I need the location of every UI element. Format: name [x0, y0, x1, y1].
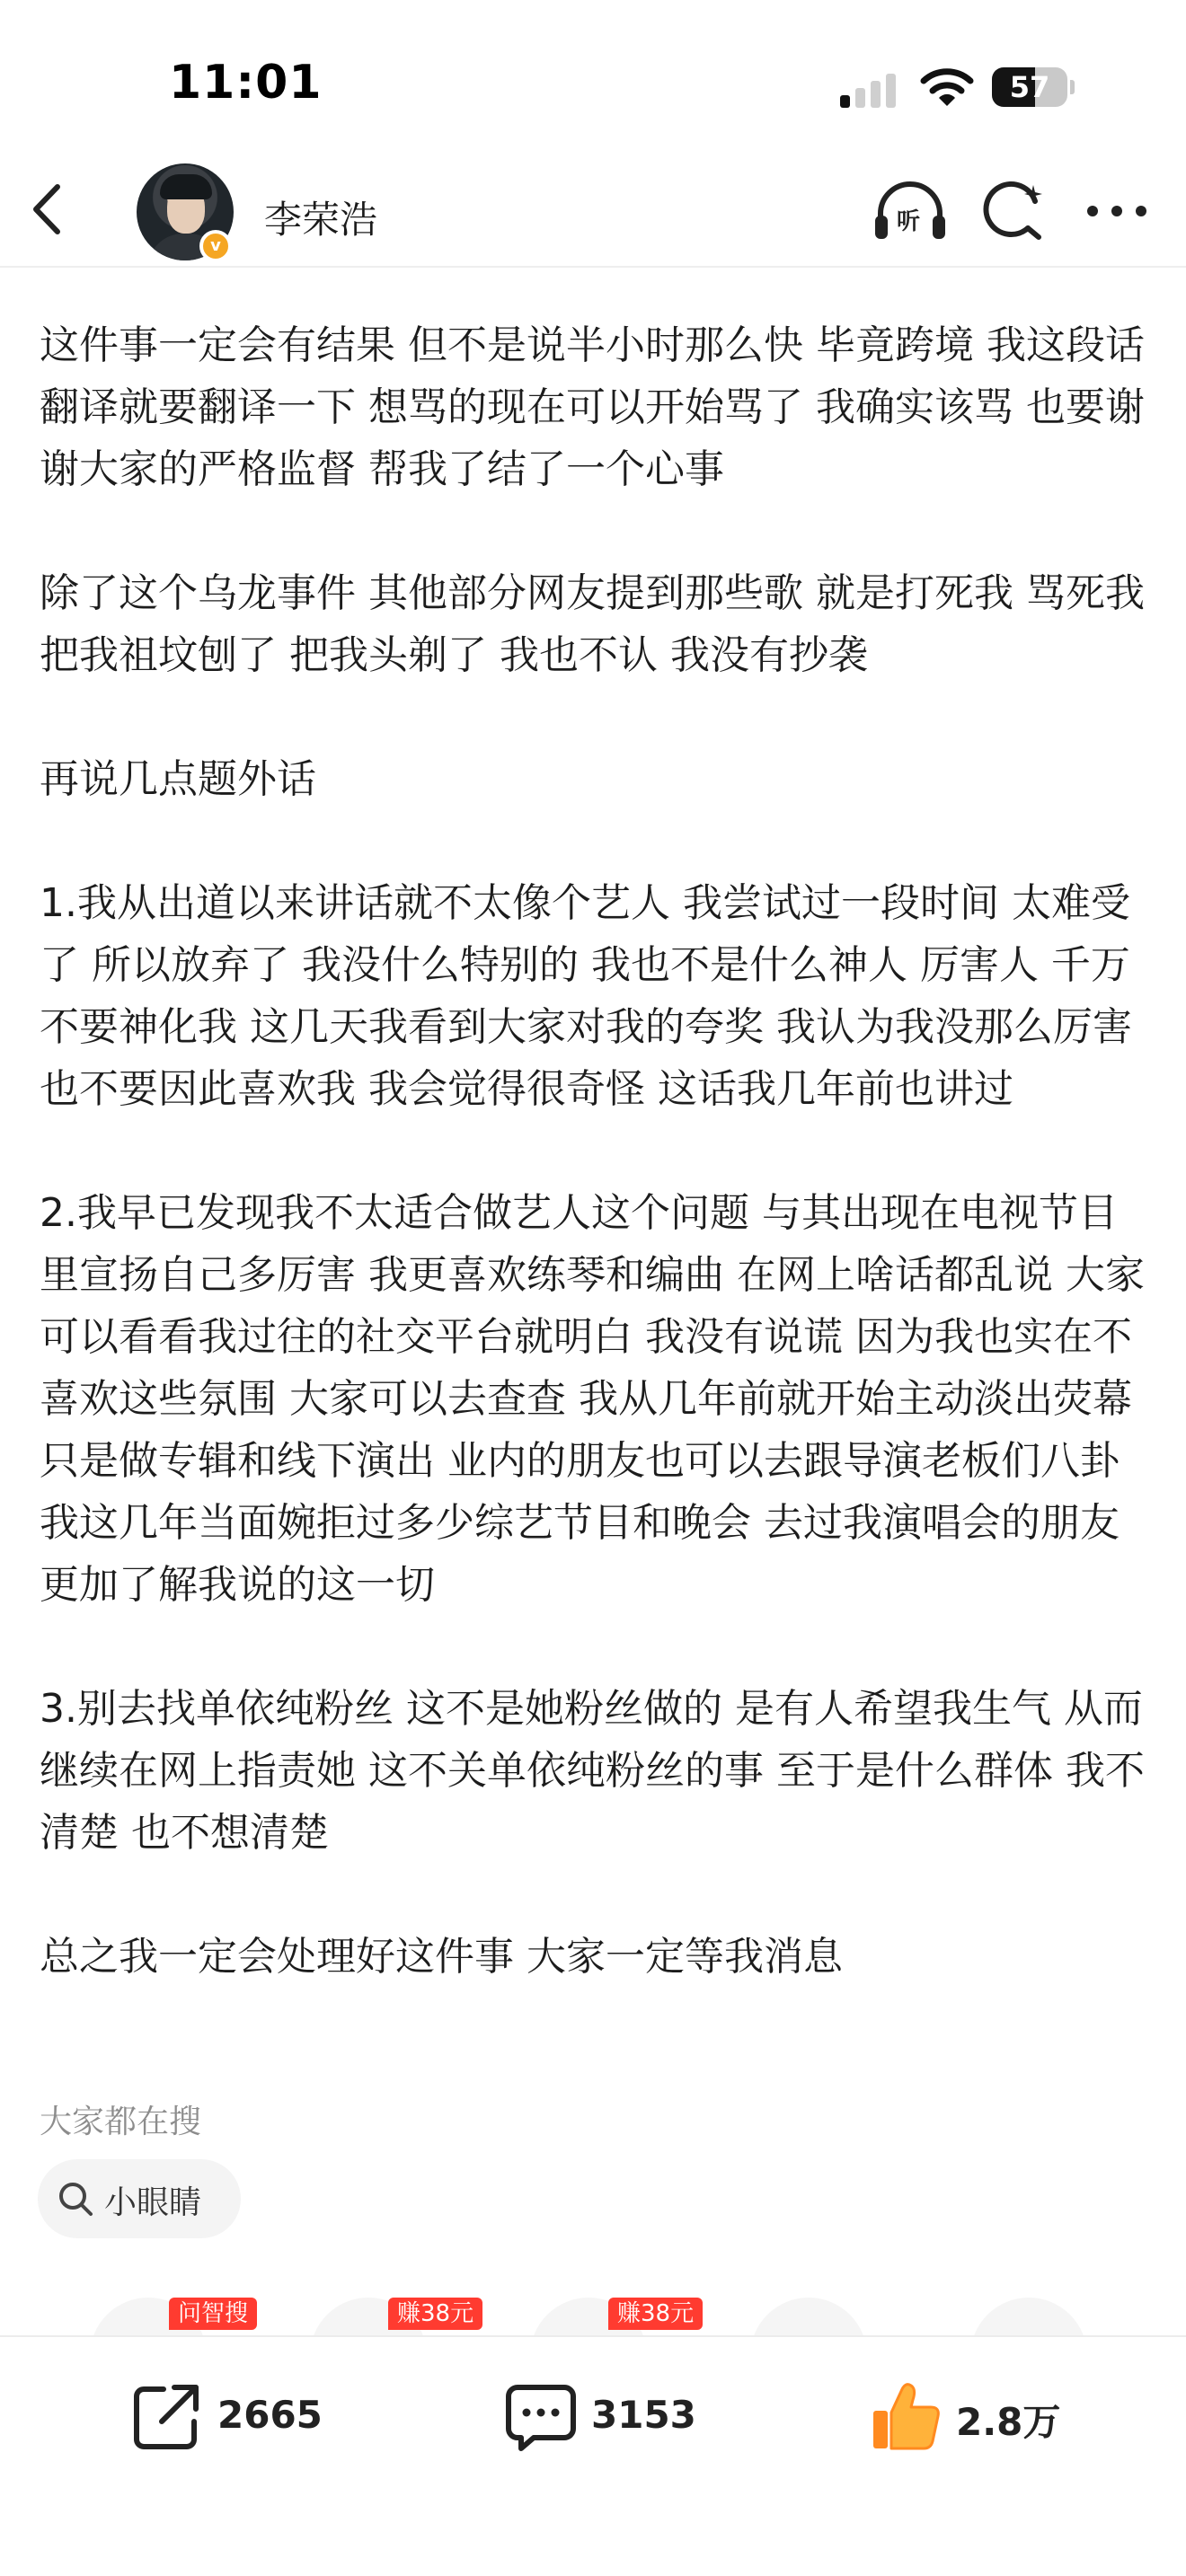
paragraph-7: 总之我一定会处理好这件事 大家一定等我消息: [40, 1934, 843, 1980]
promo-tag-earn-2: 赚38元: [608, 2298, 703, 2330]
bottom-action-bar: [0, 2335, 1186, 2576]
avatar-hair: [160, 174, 212, 199]
paragraph-6: 3.别去找单依纯粉丝 这不是她粉丝做的 是有人希望我生气 从而继续在网上指责她 这不关单依纯粉丝的事 至于是什么群体 我不清楚 也不想清楚: [40, 1686, 1145, 1856]
search-icon: [58, 2181, 93, 2217]
paragraph-2: 除了这个乌龙事件 其他部分网友提到那些歌 就是打死我 骂死我 把我祖坟刨了 把我头剃了 我也不认 我没有抄袭: [40, 570, 1145, 678]
comment-icon: [505, 2380, 577, 2452]
paragraph-1: 这件事一定会有结果 但不是说半小时那么快 毕竟跨境 我这段话翻译就要翻译一下 想骂的现在可以开始骂了 我确实该骂 也要谢谢大家的严格监督 帮我了结了一个心事: [40, 322, 1145, 492]
share-count: 2665: [217, 2393, 323, 2437]
listen-headphone-icon[interactable]: [873, 180, 947, 243]
battery-indicator: [992, 67, 1075, 107]
paragraph-3: 再说几点题外话: [40, 756, 316, 802]
post-header: [0, 153, 1186, 268]
listen-label: 听: [897, 208, 921, 235]
status-bar: [0, 0, 1186, 153]
back-arrow-icon[interactable]: [23, 180, 74, 239]
paragraph-5: 2.我早已发现我不太适合做艺人这个问题 与其出现在电视节目里宣扬自己多厉害 我更喜欢练琴和编曲 在网上啥话都乱说 大家可以看看我过往的社交平台就明白 我没有说谎 因为我也实在不喜欢这些氛围 大家可以去查查 我从几年前就开始主动淡出荧幕 只是做专辑和线下演出 业内的朋友也可以去跟导演老板们八卦 我这几年当面婉拒过多少综艺节目和晚会 去过我演唱会的朋友更加了解我说的这一切: [40, 1190, 1145, 1608]
comment-count: 3153: [591, 2393, 696, 2437]
more-options-icon[interactable]: [1085, 198, 1148, 225]
like-count: 2.8万: [956, 2400, 1061, 2444]
status-time: 11:01: [169, 56, 323, 110]
thumbs-up-icon: [870, 2380, 942, 2452]
post-body: [40, 314, 1150, 1988]
verified-badge-icon: v: [199, 230, 232, 262]
battery-level: 57: [1009, 70, 1050, 104]
battery-cap: [1070, 80, 1075, 94]
promo-tag-ai-search: 问智搜: [169, 2298, 257, 2330]
share-icon: [131, 2380, 203, 2452]
username[interactable]: 李荣浩: [264, 198, 378, 242]
wifi-icon: [920, 66, 974, 108]
search-suggestion-chip[interactable]: [38, 2159, 241, 2238]
refresh-search-icon[interactable]: [983, 180, 1044, 241]
trending-search-title: 大家都在搜: [40, 2104, 202, 2140]
battery-body: [992, 67, 1067, 107]
cellular-signal-icon: [840, 72, 898, 108]
paragraph-4: 1.我从出道以来讲话就不太像个艺人 我尝试过一段时间 太难受了 所以放弃了 我没什么特别的 我也不是什么神人 厉害人 千万不要神化我 这几天我看到大家对我的夸奖 我认为我没那么厉害 也不要因此喜欢我 我会觉得很奇怪 这话我几年前也讲过: [40, 880, 1132, 1112]
promo-tag-earn-1: 赚38元: [388, 2298, 482, 2330]
search-chip-label: 小眼睛: [104, 2184, 202, 2221]
